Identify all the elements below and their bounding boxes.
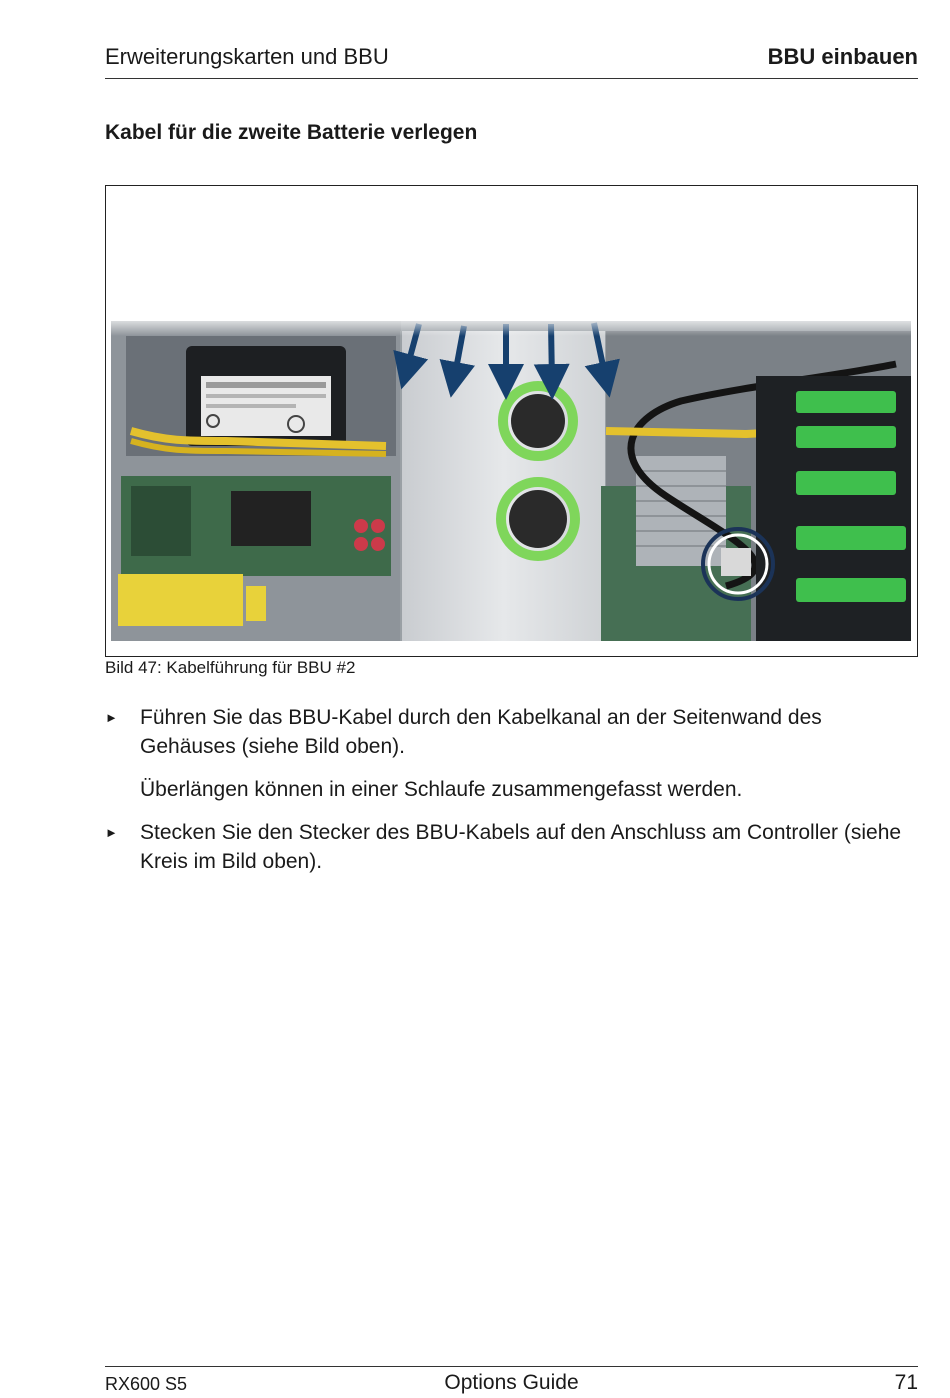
instruction-note <box>105 775 918 804</box>
page-footer <box>105 1366 918 1398</box>
instruction-step-1 <box>105 703 918 761</box>
model-name: RX600 S5 <box>105 1374 188 1394</box>
section-title-header: BBU einbauen <box>767 44 918 69</box>
instruction-step-2 <box>105 818 918 876</box>
instruction-text: Führen Sie das BBU-Kabel durch den Kabelkanal an der Seitenwand des Gehäuses (siehe Bild oben). <box>140 706 822 758</box>
figure-cable-routing <box>105 185 918 657</box>
section-heading: Kabel für die zweite Batterie verlegen <box>105 121 478 144</box>
figure-caption: Bild 47: Kabelführung für BBU #2 <box>105 658 356 677</box>
instruction-note-text: Überlängen können in einer Schlaufe zusammengefasst werden. <box>140 778 743 801</box>
guide-title: Options Guide <box>444 1371 579 1394</box>
page-number: 71 <box>894 1371 918 1394</box>
triangle-bullet-icon: ► <box>105 710 118 725</box>
page-header <box>105 44 918 79</box>
instruction-text: Stecken Sie den Stecker des BBU-Kabels auf den Anschluss am Controller (siehe Kreis im Bild oben). <box>140 821 902 873</box>
chapter-title: Erweiterungskarten und BBU <box>105 44 389 69</box>
triangle-bullet-icon: ► <box>105 825 118 840</box>
server-interior-photo <box>106 186 917 656</box>
